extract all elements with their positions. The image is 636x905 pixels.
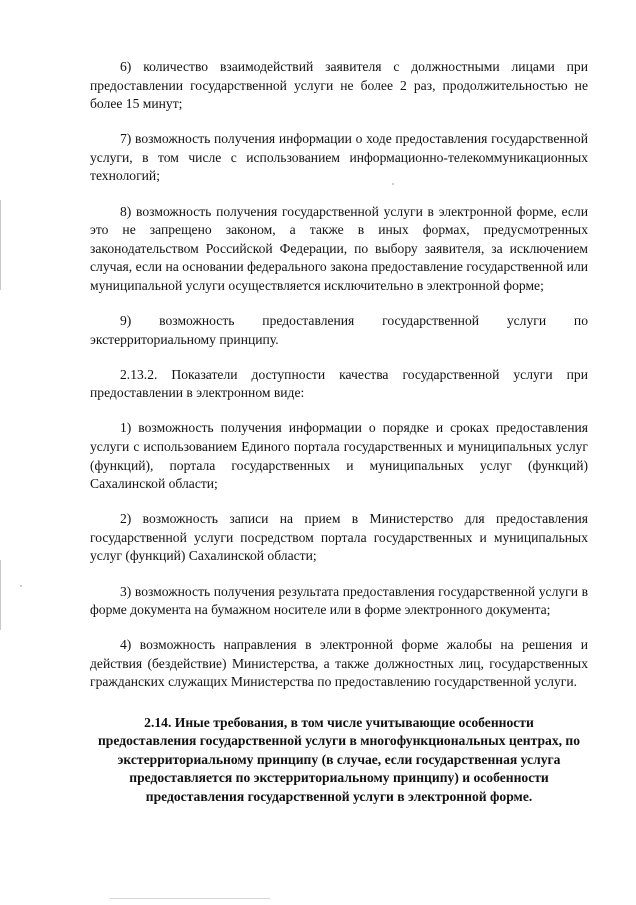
paragraph-subitem-3: 3) возможность получения результата предоставления государственной услуги в форме документа на бумажном носителе или в форме электронного документа;	[90, 583, 588, 618]
paragraph-section-2-13-2: 2.13.2. Показатели доступности качества государственной услуги при предоставлении в электронном виде:	[90, 366, 588, 401]
paragraph-subitem-4: 4) возможность направления в электронной форме жалобы на решения и действия (бездействие) Министерства, а также должностных лиц, государственных гражданских служащих Министерства по предоставлению государственной услуги.	[90, 637, 588, 690]
scan-speck	[20, 585, 22, 587]
paragraph-item-7: 7) возможность получения информации о ходе предоставления государственной услуги, в том числе с использованием информационно-телекоммуникационных технологий;	[90, 131, 588, 184]
page-bottom-rule	[110, 898, 270, 899]
scan-edge-mark	[0, 200, 1, 290]
paragraph-item-9: 9) возможность предоставления государственной услуги по экстерриториальному принципу.	[90, 313, 588, 347]
paragraph-item-8: 8) возможность получения государственной услуги в электронной форме, если это не запрещено законом, а также в иных формах, предусмотренных законодательством Российской Федерации, по выбору заявителя, за исключением случая, если на основании федерального закона предоставление государственной или муниципальной услуги осуществляется исключительно в электронной форме;	[90, 203, 588, 293]
section-heading-2-14: 2.14. Иные требования, в том числе учитывающие особенности предоставления государственной услуги в многофункциональных центрах, по экстерриториальному принципу (в случае, если государственная услуга предоставляется по экстерриториальному принципу) и особенности предоставления государственной услуги в электронной форме.	[97, 715, 581, 804]
document-body	[90, 58, 588, 806]
paragraph-subitem-1: 1) возможность получения информации о порядке и сроках предоставления услуги с использованием Единого портала государственных и муниципальных услуг (функций), портала государственных и муниципальных услуг (функций) Сахалинской области;	[90, 420, 588, 492]
paragraph-item-6: 6) количество взаимодействий заявителя с должностными лицами при предоставлении государственной услуги не более 2 раз, продолжительностью не более 15 минут;	[90, 59, 588, 112]
paragraph-subitem-2: 2) возможность записи на прием в Министерство для предоставления государственной услуги посредством портала государственных и муниципальных услуг (функций) Сахалинской области;	[90, 511, 588, 564]
scan-edge-mark	[0, 560, 1, 630]
